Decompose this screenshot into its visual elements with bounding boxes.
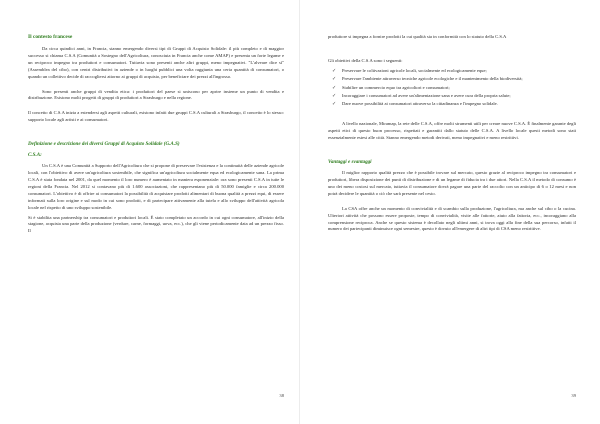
paragraph: La CSA offre anche un momento di convivialità e di scambio sulla produzione, l'agricoltura, ma anche sul cibo o la cucina. Ulteriori attività che possono essere proposte, tempo di convivialità, visite alle fattorie, aiuto alla fattoria, ecc., incoraggiano alla comprensione reciproca. Anche se questo sistema è decollato negli ultimi anni, si trova oggi alla fine della sua percorso, infatti il numero dei partecipanti diminuisce ogni semestre, questo è dovuto all'emergere di altri tipi di CSA meno restrittive.	[328, 205, 576, 232]
checkmark-icon: ✓	[332, 67, 337, 74]
paragraph: Un C.S.A è una Comunità a Supporto dell'Agricoltura che si propone di preservare l'esistenza e la continuità delle aziende agricole locali, con l'obiettivo di avere un'agricoltura sostenibile, che significa un'agricoltura socialmente equa ed ecologicamente sana. La prima C.S.A è stata fondata nel 2001, da quel momento il loro numero è aumentato in maniera esponenziale: ora sono presenti C.S.A in tutte le regioni della Francia. Nel 2012 si contavano più di 1.600 associazioni, che rappresentano più di 50.000 famiglie e circa 200.000 consumatori. L'obiettivo è di offrire ai consumatori la possibilità di acquistare prodotti alimentari di buona qualità a prezzi equi, di essere informati sulla loro origine e sul modo in cui sono prodotti, e di partecipare attivamente alla tutela e allo sviluppo dell'attività agricola locale nel rispetto di uno sviluppo sostenibile.	[28, 163, 284, 210]
section-heading-french-context: Il contesto francese	[28, 34, 73, 40]
paragraph: Sono presenti anche gruppi di vendita etica: i produttori del paese si uniscono per aprire insieme un punto di vendita e distribuzione. Esistono molti progetti di gruppi di produttori a Strasburgo e nella regione.	[28, 88, 284, 101]
list-item: ✓ Preservare le coltivazioni agricole locali, socialmente ed ecologicamente eque;	[332, 67, 487, 74]
page-number: 39	[571, 393, 576, 398]
right-page	[300, 0, 600, 424]
paragraph: Il concetto di C.S.A inizia a estendersi agli aspetti culturali, esistono infatti due gruppi C.S.A culturali a Strasburgo, il concetto è lo stesso: supporto locale agli artisti e ai consumatori.	[28, 110, 284, 123]
checkmark-icon: ✓	[332, 101, 337, 108]
section-heading-advantages: Vantaggi e svantaggi	[328, 159, 372, 166]
paragraph: produttore si impegna a fornire prodotti la cui qualità sia in conformità con lo statuto della C.S.A	[328, 34, 507, 39]
list-item: ✓ Preservare l'ambiente attraverso tecniche agricole ecologiche e il mantenimento della biodiversità;	[332, 76, 523, 83]
section-heading-definition: Definizione e descrizione dei diversi Gruppi di Acquisto Solidale (G.A.S)	[28, 141, 180, 148]
paragraph: Il miglior rapporto qualità prezzo che è possibile trovare sul mercato, questo grazie al reciproco impegno tra consumatori e produttori, libera disposizione dei punti di distribuzione e di un legame di fiducia tra i due attori. Nella C.S.A il metodo di consumo è uno dei meno costosi sul mercato, tuttavia il consumatore dovrà pagare una parte del raccolto con un anticipo di 6 o 12 mesi e non potrà decidere le quantità o ciò che sarà presente nel cesto.	[328, 170, 576, 196]
paragraph: A livello nazionale, Miramap, la rete delle C.S.A, offre molti strumenti utili per creare nuove C.S.A. È finalmente garante degli aspetti etici di questo buon processo, rispettati e garantiti dallo statuto delle C.S.A. A livello locale questi metodi sono stati essenzialmente estesi alle città. Stanno emergendo metodi derivati, meno impegnativi e meno restrittivi.	[328, 121, 576, 141]
list-item: ✓ Incoraggiare i consumatori ad avere un'alimentazione sana e avere cura della propria salute;	[332, 93, 511, 100]
page-number: 38	[279, 393, 284, 398]
list-item: ✓ Stabilire un commercio equo tra agricoltori e consumatori;	[332, 84, 450, 91]
list-item: ✓ Dare nuove possibilità ai consumatori attraverso la cittadinanza e l'impegno solidale.	[332, 101, 498, 108]
goals-intro: Gli obiettivi della C.S.A sono i seguenti:	[328, 57, 403, 63]
checkmark-icon: ✓	[332, 84, 337, 91]
checkmark-icon: ✓	[332, 76, 337, 83]
paragraph: Si è stabilita una partnership tra consumatori e produttori locali. È stato completato un accordo in cui ogni consumatore, all'inizio della stagione, acquista una parte della produzione (verdure, carne, formaggi, uova, ecc.), che gli viene periodicamente data ad un prezzo fisso. Il	[28, 214, 284, 234]
paragraph: Da circa quindici anni, in Francia, stanno emergendo diversi tipi di Gruppi di Acquisto Solidale: il più completo e di maggior successo si chiama C.S.A (Comunità a Sostegno dell'Agricoltura, conosciuta in Francia anche come AMAP) e presenta un forte legame e un reciproco impegno tra produttori e consumatori. Tuttavia sono presenti anche altri gruppi, meno impegnativi. "L'alveare dice sì" (Assemblea del cibo), con centri distributivi in aziende o in luoghi pubblici una volta raggiunta una certa quantità di consumatori, o quando un collettivo decide di raccogliersi attorno ai gruppi di acquisto, per beneficiare dei prezzi all'ingrosso.	[28, 46, 284, 79]
goals-list	[328, 68, 576, 109]
checkmark-icon: ✓	[332, 93, 337, 100]
subheading-csa: C.S.A:	[28, 152, 42, 159]
